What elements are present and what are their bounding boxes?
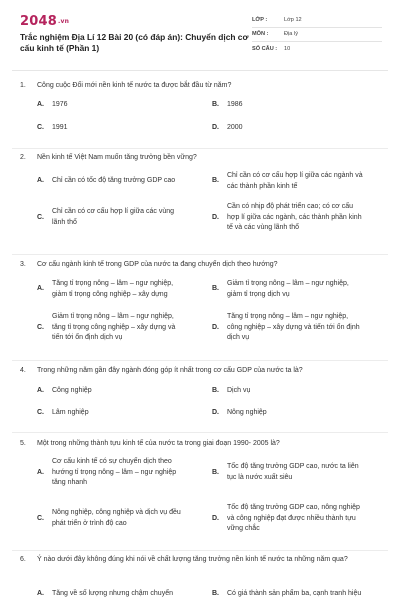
option-text-line: 1991 xyxy=(52,124,68,131)
option-text xyxy=(52,589,205,600)
answer-option-c[interactable] xyxy=(37,207,205,228)
option-letter: D. xyxy=(212,409,219,416)
question-number: 6. xyxy=(20,556,26,563)
option-text-line: 1976 xyxy=(52,101,68,108)
option-text xyxy=(52,408,205,419)
option-text xyxy=(227,279,380,300)
option-text xyxy=(227,503,380,535)
option-letter: B. xyxy=(212,101,219,108)
option-letter: A. xyxy=(37,468,44,476)
option-letter: A. xyxy=(37,101,44,108)
option-letter: C. xyxy=(37,323,44,331)
option-letter: A. xyxy=(37,285,44,293)
info-value: Địa lý xyxy=(284,31,298,38)
option-text xyxy=(227,100,380,111)
option-text-line: Tốc độ tăng trưởng GDP cao, nước ta liên xyxy=(227,463,359,471)
info-label: SỐ CÂU : xyxy=(252,46,278,53)
answer-option-b[interactable] xyxy=(212,100,380,111)
option-letter: C. xyxy=(37,213,44,221)
option-text-line: tăng tỉ trọng công nghiệp – xây dựng và xyxy=(52,323,176,331)
question-divider xyxy=(12,254,388,255)
question-divider xyxy=(12,148,388,149)
option-text-line: hợp lí giữa các ngành, các thành phần kinh xyxy=(227,213,362,221)
option-letter: D. xyxy=(212,124,219,131)
option-letter: B. xyxy=(212,387,219,394)
answer-option-a[interactable] xyxy=(37,176,205,187)
answer-option-d[interactable] xyxy=(212,123,380,134)
option-text-line: Dịch vụ xyxy=(227,387,251,394)
option-text xyxy=(52,386,205,397)
option-text xyxy=(52,207,205,228)
question-divider xyxy=(12,432,388,433)
info-row-subject xyxy=(252,28,382,43)
option-text xyxy=(52,508,205,529)
option-text-line: tiến tới ổn định dịch vụ xyxy=(52,334,123,341)
option-text-line: hướng tỉ trọng nông – lâm – ngư nghiệp xyxy=(52,468,177,476)
answer-option-c[interactable] xyxy=(37,408,205,419)
question-number: 3. xyxy=(20,261,26,268)
info-label: MÔN : xyxy=(252,31,269,38)
info-label: LỚP : xyxy=(252,16,268,23)
option-text-line: Chỉ cần có tốc độ tăng trưởng GDP cao xyxy=(52,177,176,185)
option-text-line: Tăng tỉ trọng nông – lâm – ngư nghiệp, xyxy=(227,313,349,320)
answer-option-a[interactable] xyxy=(37,386,205,397)
answer-option-a[interactable] xyxy=(37,100,205,111)
answer-option-b[interactable] xyxy=(212,386,380,397)
option-text-line: các thành phần kinh tế xyxy=(227,182,298,190)
option-text xyxy=(227,589,380,600)
question-body: Nền kinh tế Việt Nam muốn tăng trưởng bền vững? xyxy=(37,154,197,161)
info-value: Lớp 12 xyxy=(284,16,302,23)
option-letter: A. xyxy=(37,177,44,185)
option-text xyxy=(227,123,380,134)
answer-option-b[interactable] xyxy=(212,171,380,192)
option-letter: A. xyxy=(37,387,44,394)
info-row-count xyxy=(252,42,382,57)
option-text-line: lãnh thổ xyxy=(52,218,77,226)
option-text-line: Chỉ cần có cơ cấu hợp lí giữa các ngành và xyxy=(227,172,363,179)
option-letter: A. xyxy=(37,590,44,597)
page-header xyxy=(0,0,400,64)
option-text xyxy=(52,100,205,111)
logo-suffix: .vn xyxy=(57,18,70,25)
info-row-class xyxy=(252,13,382,28)
option-text-line: phát triển ở trình độ cao xyxy=(52,519,127,527)
option-letter: D. xyxy=(212,213,219,221)
answer-option-c[interactable] xyxy=(37,312,205,344)
option-text-line: Giảm tỉ trọng nông – lâm – ngư nghiệp, xyxy=(52,313,174,320)
answer-option-b[interactable] xyxy=(212,279,380,300)
option-text xyxy=(52,279,205,300)
option-letter: C. xyxy=(37,514,44,522)
option-text-line: 2000 xyxy=(227,124,243,131)
option-text-line: Tốc độ tăng trưởng GDP cao, nông nghiệp xyxy=(227,504,360,511)
question-divider xyxy=(12,360,388,361)
answer-option-d[interactable] xyxy=(212,202,380,234)
option-text-line: giảm tỉ trọng công nghiệp – xây dựng xyxy=(52,290,168,298)
question-body: Ý nào dưới đây không đúng khi nói về chất lượng tăng trưởng nền kinh tế nước ta những năm qua? xyxy=(37,556,348,563)
question-divider xyxy=(12,550,388,551)
answer-option-c[interactable] xyxy=(37,123,205,134)
option-text-line: Công nghiệp xyxy=(52,387,92,394)
option-text-line: Tăng về số lượng nhưng chậm chuyển xyxy=(52,590,173,597)
logo-text: 2048 xyxy=(20,14,57,29)
option-text-line: 1986 xyxy=(227,101,243,108)
question-number: 5. xyxy=(20,440,26,447)
option-letter: B. xyxy=(212,177,219,185)
option-text xyxy=(227,202,380,234)
option-text-line: dịch vụ xyxy=(227,334,250,341)
option-text-line: tăng nhanh xyxy=(52,479,88,486)
option-letter: B. xyxy=(212,468,219,476)
option-text xyxy=(227,408,380,419)
info-box xyxy=(252,13,382,57)
option-text-line: Cần có nhịp độ phát triển cao; có cơ cấu xyxy=(227,203,353,210)
option-text-line: Lâm nghiệp xyxy=(52,409,89,416)
option-text-line: vững chắc xyxy=(227,525,260,532)
question-body: Công cuộc Đổi mới nền kinh tế nước ta được bắt đầu từ năm? xyxy=(37,82,232,89)
option-text xyxy=(227,386,380,397)
answer-option-c[interactable] xyxy=(37,508,205,529)
option-text xyxy=(52,457,205,489)
option-text-line: giảm tỉ trọng dịch vụ xyxy=(227,290,290,298)
header-divider xyxy=(12,70,388,71)
option-text xyxy=(227,462,380,483)
option-text-line: Có giá thành sản phẩm ba, cạnh tranh hiệu xyxy=(227,590,362,597)
option-text xyxy=(52,312,205,344)
option-letter: D. xyxy=(212,514,219,522)
option-text xyxy=(227,171,380,192)
option-text xyxy=(52,123,205,134)
option-text-line: công nghiệp – xây dựng và tiến tới ổn định xyxy=(227,323,360,331)
question-number: 4. xyxy=(20,367,26,374)
option-text-line: tế và các vùng lãnh thổ xyxy=(227,224,299,231)
answer-option-a[interactable] xyxy=(37,457,205,489)
question-body: Trong những năm gần đây ngành đóng góp ít nhất trong cơ cấu GDP của nước ta là? xyxy=(37,367,303,374)
option-text xyxy=(52,176,205,187)
option-text-line: Cơ cấu kinh tế có sự chuyển dịch theo xyxy=(52,458,172,465)
question-number: 1. xyxy=(20,82,26,89)
option-text-line: Tăng tỉ trọng nông – lâm – ngư nghiệp, xyxy=(52,280,174,287)
option-text-line: Nông nghiệp xyxy=(227,409,267,416)
answer-option-a[interactable] xyxy=(37,589,205,600)
question-body: Một trong những thành tựu kinh tế của nước ta trong giai đoạn 1990- 2005 là? xyxy=(37,440,280,447)
answer-option-b[interactable] xyxy=(212,589,380,600)
option-text-line: Nông nghiệp, công nghiệp và dịch vụ đều xyxy=(52,509,181,517)
option-text-line: tục là nước xuất siêu xyxy=(227,473,293,481)
option-letter: C. xyxy=(37,124,44,131)
option-letter: B. xyxy=(212,285,219,293)
option-text-line: Giảm tỉ trọng nông – lâm – ngư nghiệp, xyxy=(227,280,349,287)
answer-option-a[interactable] xyxy=(37,279,205,300)
option-letter: C. xyxy=(37,409,44,416)
option-text xyxy=(227,312,380,344)
option-letter: D. xyxy=(212,323,219,331)
answer-option-d[interactable] xyxy=(212,503,380,535)
site-logo[interactable] xyxy=(20,14,69,29)
option-text-line: và công nghiệp đạt được nhiều thành tựu xyxy=(227,514,356,522)
question-number: 2. xyxy=(20,154,26,161)
answer-option-b[interactable] xyxy=(212,462,380,483)
page-title: Trắc nghiệm Địa Lí 12 Bài 20 (có đáp án): Chuyển dịch cơ cấu kinh tế (Phần 1) xyxy=(20,32,249,53)
question-body: Cơ cấu ngành kinh tế trong GDP của nước ta đang chuyển dịch theo hướng? xyxy=(37,261,278,268)
answer-option-d[interactable] xyxy=(212,312,380,344)
info-value: 10 xyxy=(284,46,291,53)
option-text-line: Chỉ cần có cơ cấu hợp lí giữa các vùng xyxy=(52,208,175,216)
option-letter: B. xyxy=(212,590,219,597)
answer-option-d[interactable] xyxy=(212,408,380,419)
